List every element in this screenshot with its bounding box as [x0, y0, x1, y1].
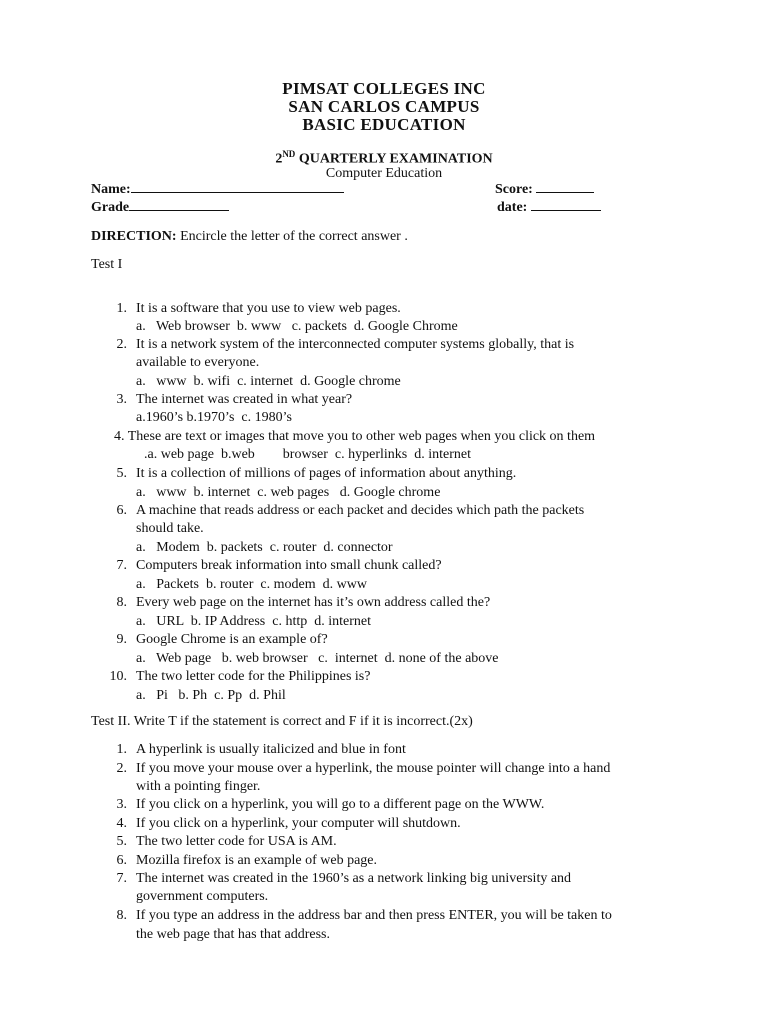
exam-ordinal: 2	[275, 151, 283, 167]
question-number: 7.	[116, 558, 127, 573]
question-10: The two letter code for the Philippines is?	[136, 669, 371, 684]
date-field	[497, 199, 601, 216]
test2-label: Test II. Write T if the statement is correct and F if it is incorrect.(2x)	[91, 714, 473, 729]
question-number: 3.	[116, 392, 127, 407]
question-2-options: a. www b. wifi c. internet d. Google chrome	[136, 374, 401, 389]
exam-title-text: QUARTERLY EXAMINATION	[295, 151, 493, 167]
grade-label: Grade	[91, 200, 130, 215]
statement-3: If you click on a hyperlink, you will go to a different page on the WWW.	[136, 797, 545, 812]
statement-number: 6.	[116, 853, 127, 868]
date-label: date:	[497, 200, 528, 215]
statement-number: 8.	[116, 908, 127, 923]
school-name: PIMSAT COLLEGES INC	[282, 79, 486, 98]
question-6-cont: should take.	[136, 521, 204, 536]
question-7: Computers break information into small chunk called?	[136, 558, 442, 573]
statement-4: If you click on a hyperlink, your computer will shutdown.	[136, 816, 461, 831]
grade-field	[91, 199, 229, 216]
name-blank	[131, 181, 344, 193]
statement-number: 5.	[116, 834, 127, 849]
exam-ordinal-suffix: ND	[282, 149, 296, 159]
date-blank	[531, 199, 601, 211]
score-label: Score:	[495, 182, 533, 197]
statement-number: 2.	[116, 761, 127, 776]
question-7-options: a. Packets b. router c. modem d. www	[136, 577, 367, 592]
question-1: It is a software that you use to view web pages.	[136, 301, 401, 316]
score-field	[495, 181, 594, 198]
question-9: Google Chrome is an example of?	[136, 632, 328, 647]
question-3: The internet was created in what year?	[136, 392, 353, 407]
statement-7: The internet was created in the 1960’s as a network linking big university and	[136, 871, 572, 886]
question-number: 6.	[116, 503, 127, 518]
statement-8-cont: the web page that has that address.	[136, 927, 330, 942]
campus-name: SAN CARLOS CAMPUS	[288, 97, 480, 116]
direction-text: Encircle the letter of the correct answer .	[176, 229, 408, 244]
name-field	[91, 181, 344, 198]
department-name: BASIC EDUCATION	[302, 115, 466, 134]
question-1-options: a. Web browser b. www c. packets d. Google Chrome	[136, 319, 458, 334]
statement-1: A hyperlink is usually italicized and blue in font	[136, 742, 406, 757]
question-number: 5.	[116, 466, 127, 481]
statement-number: 1.	[116, 742, 127, 757]
question-9-options: a. Web page b. web browser c. internet d. none of the above	[136, 651, 499, 666]
question-5-options: a. www b. internet c. web pages d. Google chrome	[136, 485, 441, 500]
question-10-options: a. Pi b. Ph c. Pp d. Phil	[136, 688, 286, 703]
question-5: It is a collection of millions of pages of information about anything.	[136, 466, 517, 481]
question-3-options: a.1960’s b.1970’s c. 1980’s	[136, 410, 292, 425]
statement-number: 4.	[116, 816, 127, 831]
direction	[91, 229, 408, 245]
question-2: It is a network system of the interconnected computer systems globally, that is	[136, 337, 575, 352]
score-blank	[536, 181, 594, 193]
statement-6: Mozilla firefox is an example of web page.	[136, 853, 378, 868]
question-4-options: .a. web page b.web browser c. hyperlinks d. internet	[144, 447, 471, 462]
test1-label: Test I	[91, 257, 123, 272]
question-8: Every web page on the internet has it’s own address called the?	[136, 595, 491, 610]
statement-7-cont: government computers.	[136, 889, 269, 904]
question-8-options: a. URL b. IP Address c. http d. internet	[136, 614, 371, 629]
question-6: A machine that reads address or each packet and decides which path the packets	[136, 503, 585, 518]
exam-title	[0, 149, 768, 168]
question-2-cont: available to everyone.	[136, 355, 260, 370]
statement-number: 7.	[116, 871, 127, 886]
question-4: 4. These are text or images that move you to other web pages when you click on them	[114, 429, 596, 444]
statement-5: The two letter code for USA is AM.	[136, 834, 337, 849]
direction-label: DIRECTION:	[91, 229, 177, 244]
question-number: 1.	[116, 301, 127, 316]
question-number: 10.	[109, 669, 127, 684]
statement-number: 3.	[116, 797, 127, 812]
name-label: Name:	[91, 182, 131, 197]
subject-title: Computer Education	[325, 166, 443, 181]
statement-2: If you move your mouse over a hyperlink, the mouse pointer will change into a hand	[136, 761, 611, 776]
statement-8: If you type an address in the address bar and then press ENTER, you will be taken to	[136, 908, 612, 923]
question-number: 8.	[116, 595, 127, 610]
question-number: 2.	[116, 337, 127, 352]
statement-2-cont: with a pointing finger.	[136, 779, 261, 794]
question-number: 9.	[116, 632, 127, 647]
grade-blank	[129, 199, 229, 211]
question-6-options: a. Modem b. packets c. router d. connector	[136, 540, 393, 555]
